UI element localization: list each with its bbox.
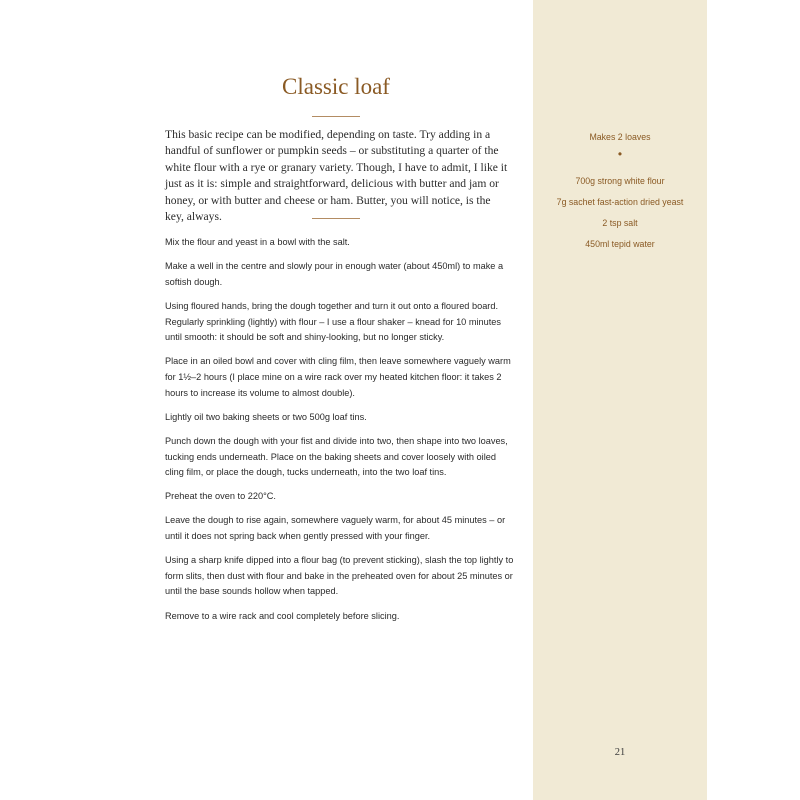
method-step: Punch down the dough with your fist and divide into two, then shape into two loaves, tucking ends underneath. Place on the baking sheets and cover loosely with oiled cling film, or place the dough, tucks underneath, into the two loaf tins.: [165, 435, 508, 478]
ingredient-item: 450ml tepid water: [585, 239, 655, 249]
method-step: Place in an oiled bowl and cover with cling film, then leave somewhere vaguely warm for 1½–2 hours (I place mine on a wire rack over my heated kitchen floor: it takes 2 hours to increase its volume to almost double).: [165, 356, 511, 398]
method-step: Lightly oil two baking sheets or two 500g loaf tins.: [165, 411, 367, 422]
method-step: Remove to a wire rack and cool completely before slicing.: [165, 610, 400, 621]
intro-divider: [312, 218, 360, 219]
method-step: Leave the dough to rise again, somewhere vaguely warm, for about 45 minutes – or until it does not spring back when gently pressed with your finger.: [165, 515, 506, 542]
yield-label: Makes 2 loaves: [589, 132, 651, 142]
method-step: Make a well in the centre and slowly pour in enough water (about 450ml) to make a softish dough.: [165, 261, 504, 287]
method-step: Mix the flour and yeast in a bowl with the salt.: [165, 237, 350, 247]
title-divider: [312, 116, 360, 117]
page-number: 21: [614, 747, 626, 758]
ingredients-list: [533, 131, 707, 259]
method-step: Using floured hands, bring the dough together and turn it out onto a floured board. Regularly sprinkling (lightly) with flour – I use a flour shaker – knead for 10 minutes until smooth: it should be soft and shiny-looking, but no longer sticky.: [165, 300, 502, 343]
ingredient-item: 7g sachet fast-action dried yeast: [556, 197, 684, 207]
method-step: Using a sharp knife dipped into a flour bag (to prevent sticking), slash the top lightly to form slits, then dust with flour and bake in the preheated oven for about 25 minutes or until the base sounds hollow when tapped.: [165, 555, 514, 597]
ingredient-item: 700g strong white flour: [575, 176, 665, 186]
bullet-separator: •: [617, 147, 623, 161]
recipe-title: Classic loaf: [282, 74, 390, 99]
ingredients-sidebar: [533, 0, 707, 800]
method-steps: [165, 235, 515, 633]
ingredient-item: 2 tsp salt: [602, 218, 638, 228]
recipe-intro: This basic recipe can be modified, depending on taste. Try adding in a handful of sunflower or pumpkin seeds – or substituting a quarter of the white flour with a rye or granary variety. Though, I have to admit, I like it just as it is: simple and straightforward, delicious with butter and jam or honey, or with butter and cheese or ham. Butter, you will notice, is the key, always.: [165, 128, 508, 224]
method-step: Preheat the oven to 220°C.: [165, 491, 276, 502]
